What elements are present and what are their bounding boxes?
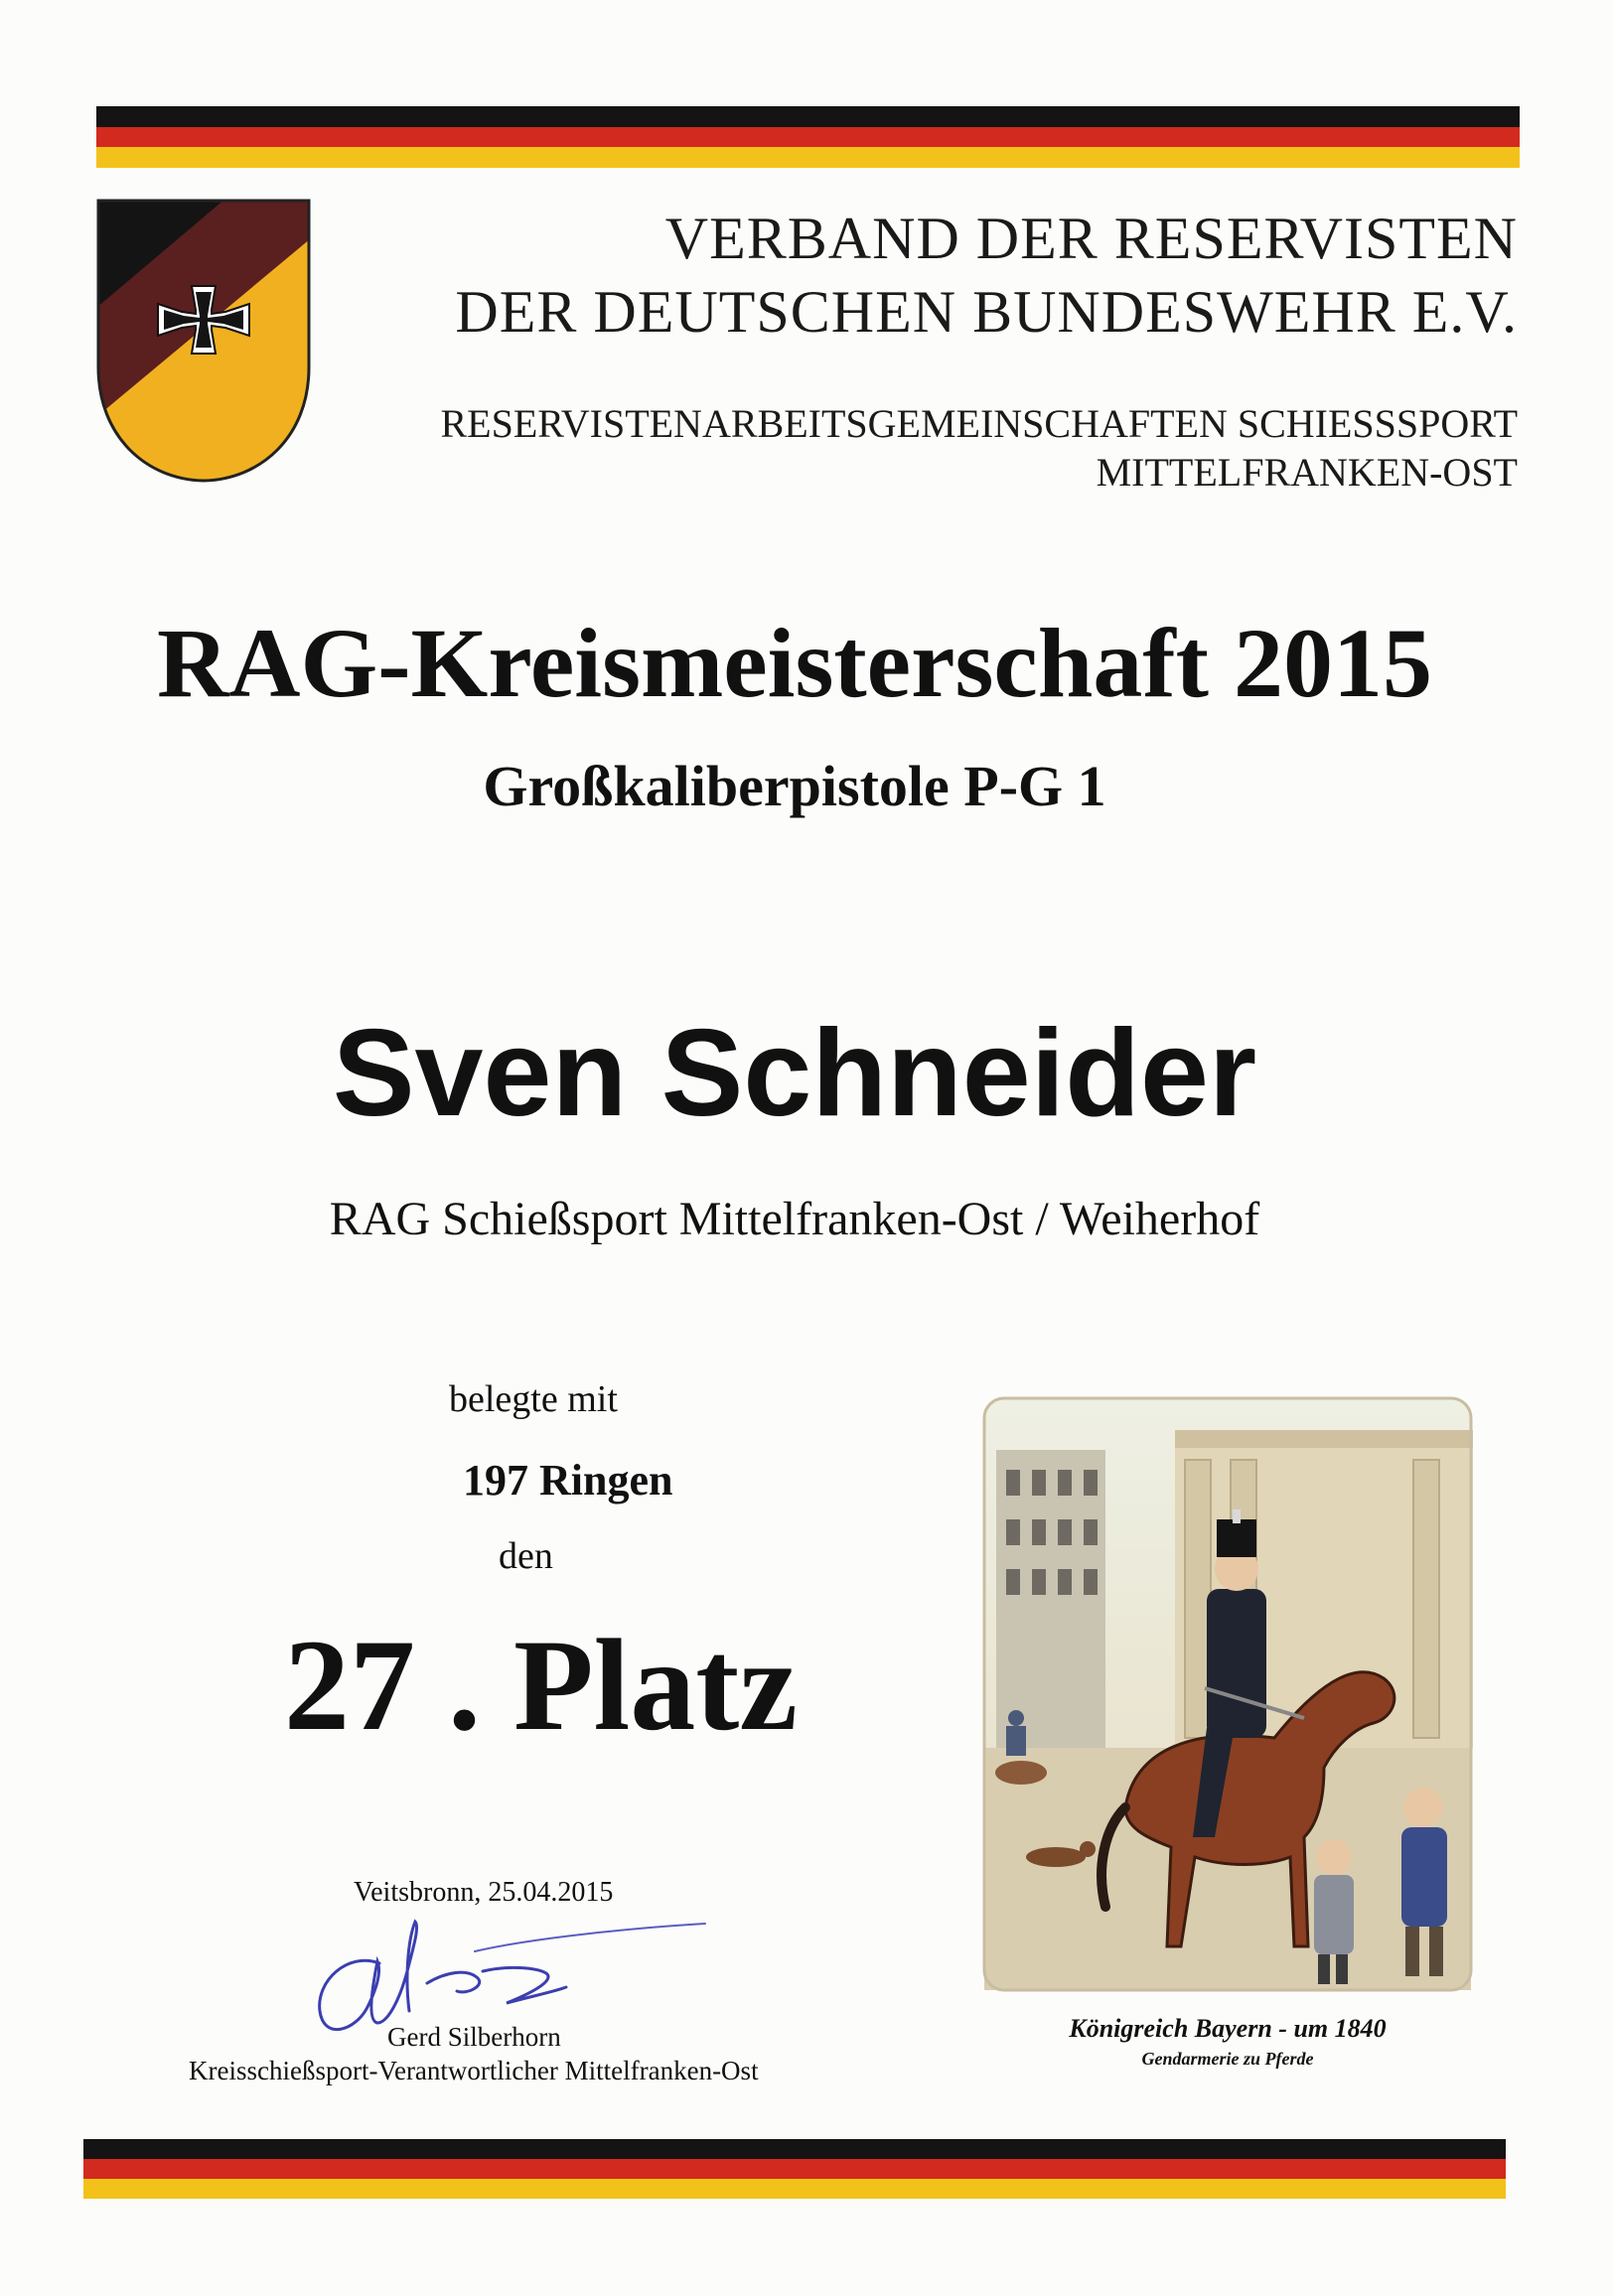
illustration-caption: Königreich Bayern - um 1840 xyxy=(1069,2014,1387,2043)
org-name-line-1: VERBAND DER RESERVISTEN xyxy=(664,206,1518,271)
certificate-title: RAG-Kreismeisterschaft 2015 xyxy=(157,608,1432,718)
illustration-subcaption: Gendarmerie zu Pferde xyxy=(1141,2049,1314,2069)
signer-role: Kreisschießsport-Verantwortlicher Mittelfranken-Ost xyxy=(189,2056,759,2085)
org-name-line-2: DER DEUTSCHEN BUNDESWEHR E.V. xyxy=(455,279,1518,345)
signer-name: Gerd Silberhorn xyxy=(387,2022,561,2052)
org-subtitle-line-1: RESERVISTENARBEITSGEMEINSCHAFTEN SCHIESSSPORT xyxy=(440,401,1518,446)
discipline: Großkaliberpistole P-G 1 xyxy=(483,754,1106,818)
den-text: den xyxy=(499,1535,553,1577)
place-date: Veitsbronn, 25.04.2015 xyxy=(354,1877,614,1908)
club-name: RAG Schießsport Mittelfranken-Ost / Weiherhof xyxy=(329,1193,1260,1245)
flag-stripe-bottom xyxy=(83,2139,1506,2199)
placement: 27 . Platz xyxy=(284,1612,798,1758)
iron-cross-shield-icon xyxy=(96,199,311,483)
score-rings: 197 Ringen xyxy=(463,1456,673,1505)
belegte-mit-text: belegte mit xyxy=(449,1378,618,1420)
horseman-illustration xyxy=(976,1390,1479,1998)
org-subtitle-line-2: MITTELFRANKEN-OST xyxy=(1096,450,1518,495)
flag-stripe-top xyxy=(96,106,1520,168)
recipient-name: Sven Schneider xyxy=(332,1005,1257,1142)
